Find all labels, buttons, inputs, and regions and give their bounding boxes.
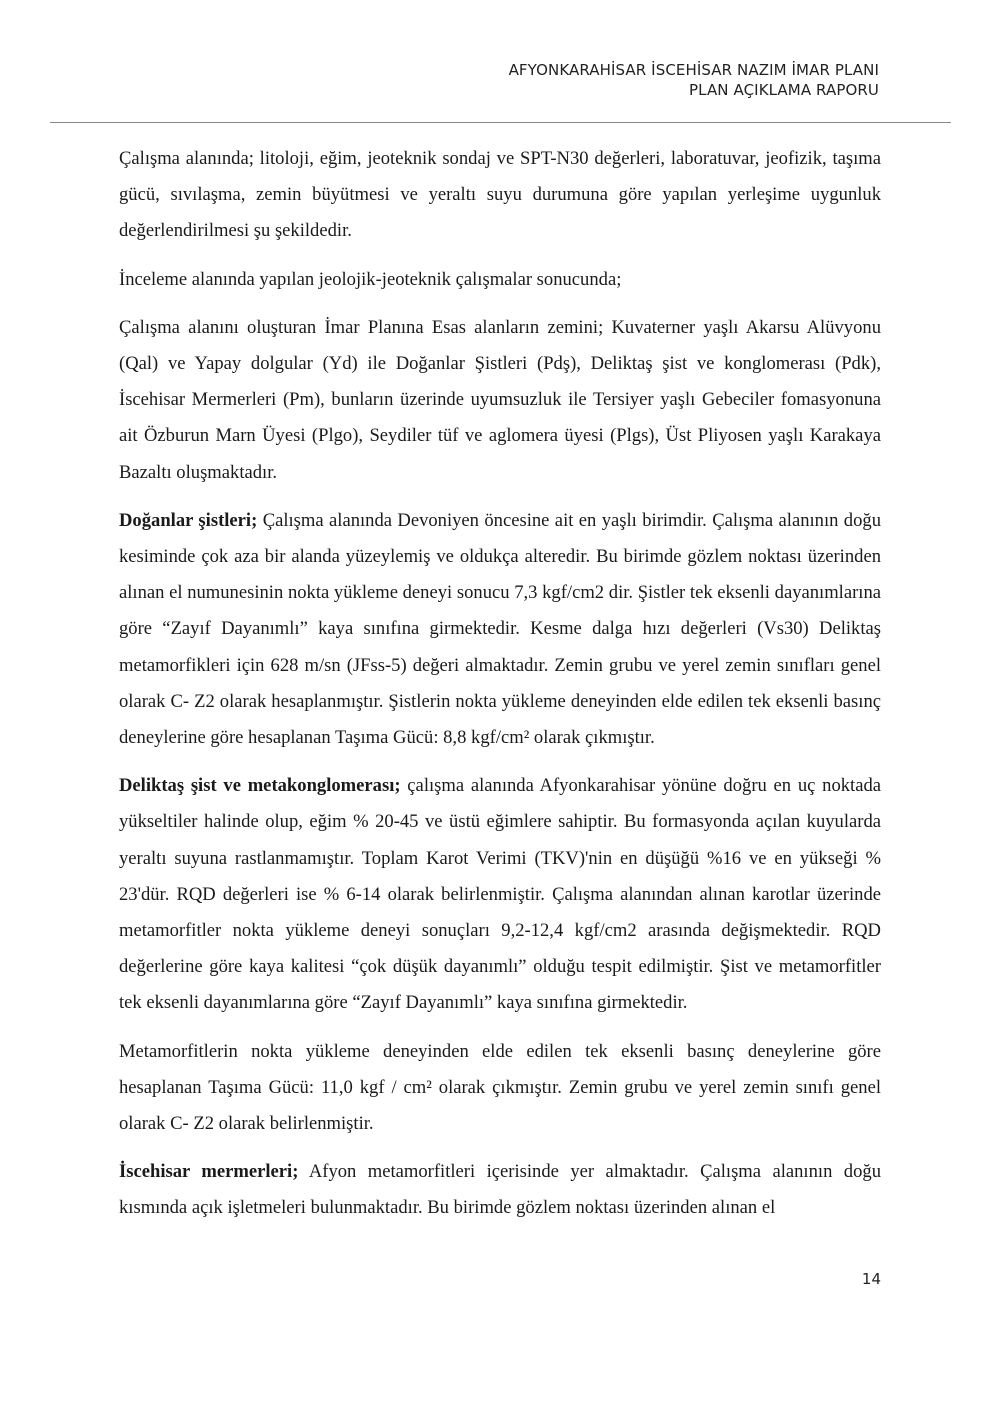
paragraph-intro: Çalışma alanında; litoloji, eğim, jeoteknik sondaj ve SPT-N30 değerleri, laboratuvar, jeofizik, taşıma gücü, sıvılaşma, zemin büyütmesi ve yeraltı suyu durumuna göre yapılan yerleşime uygunluk değerlendirilmesi şu şekildedir. [119, 148, 881, 242]
paragraph-formations: Çalışma alanını oluşturan İmar Planına Esas alanların zemini; Kuvaterner yaşlı Akarsu Alüvyonu (Qal) ve Yapay dolgular (Yd) ile Doğanlar Şistleri (Pdş), Deliktaş şist ve konglomerası (Pdk), İscehisar Mermerleri (Pm), bunların üzerinde uyumsuzluk ile Tersiyer yaşlı Gebeciler fomasyonuna ait Özburun Marn Üyesi (Plgo), Seydiler tüf ve aglomera üyesi (Plgs), Üst Pliyosen yaşlı Karakaya Bazaltı oluşmaktadır. [119, 316, 881, 483]
paragraph-lead: İscehisar mermerleri; [119, 1161, 299, 1183]
paragraph-iscehisar: İscehisar mermerleri; Afyon metamorfitleri içerisinde yer almaktadır. Çalışma alanının doğu kısmında açık işletmeleri bulunmaktadır. Bu birimde gözlem noktası üzerinden alınan el [119, 1161, 881, 1219]
paragraph-lead: Doğanlar şistleri; [119, 509, 258, 531]
header-subtitle: PLAN AÇIKLAMA RAPORU [689, 81, 879, 99]
paragraph-metamorfitler: Metamorfitlerin nokta yükleme deneyinden elde edilen tek eksenli basınç deneylerine göre hesaplanan Taşıma Gücü: 11,0 kgf / cm² olarak çıkmıştır. Zemin grubu ve yerel zemin sınıfı genel olarak C- Z2 olarak belirlenmiştir. [119, 1040, 881, 1135]
paragraph-studies: İnceleme alanında yapılan jeolojik-jeoteknik çalışmalar sonucunda; [119, 268, 622, 290]
paragraph-lead: Deliktaş şist ve metakonglomerası; [119, 775, 401, 797]
document-body [119, 141, 881, 1239]
page-number: 14 [861, 1270, 881, 1288]
page-header [509, 60, 879, 100]
header-divider [50, 122, 951, 123]
paragraph-deliktas: Deliktaş şist ve metakonglomerası; çalışma alanında Afyonkarahisar yönüne doğru en uç noktada yükseltiler halinde olup, eğim % 20-45 ve üstü eğimlere sahiptir. Bu formasyonda açılan kuyularda yeraltı suyuna rastlanmamıştır. Toplam Karot Verimi (TKV)'nin en düşüğü %16 ve en yükseği % 23'dür. RQD değerleri ise % 6-14 olarak belirlenmiştir. Çalışma alanından alınan karotlar üzerinde metamorfitler nokta yükleme deneyi sonuçları 9,2-12,4 kgf/cm2 arasında değişmektedir. RQD değerlerine göre kaya kalitesi “çok düşük dayanımlı” olduğu tespit edilmiştir. Şist ve metamorfitler tek eksenli dayanımlarına göre “Zayıf Dayanımlı” kaya sınıfına girmektedir. [119, 775, 882, 1014]
header-title: AFYONKARAHİSAR İSCEHİSAR NAZIM İMAR PLANI [508, 61, 879, 79]
paragraph-doganlar: Doğanlar şistleri; Çalışma alanında Devoniyen öncesine ait en yaşlı birimdir. Çalışma alanının doğu kesiminde çok aza bir alanda yüzeylemiş ve oldukça alteredir. Bu birimde gözlem noktası üzerinden alınan el numunesinin nokta yükleme deneyi sonucu 7,3 kgf/cm2 dir. Şistler tek eksenli dayanımlarına göre “Zayıf Dayanımlı” kaya sınıfına girmektedir. Kesme dalga hızı değerleri (Vs30) Deliktaş metamorfikleri için 628 m/sn (JFss-5) değeri almaktadır. Zemin grubu ve yerel zemin sınıfları genel olarak C- Z2 olarak hesaplanmıştır. Şistlerin nokta yükleme deneyinden elde edilen tek eksenli basınç deneylerine göre hesaplanan Taşıma Gücü: 8,8 kgf/cm² olarak çıkmıştır. [119, 509, 881, 749]
